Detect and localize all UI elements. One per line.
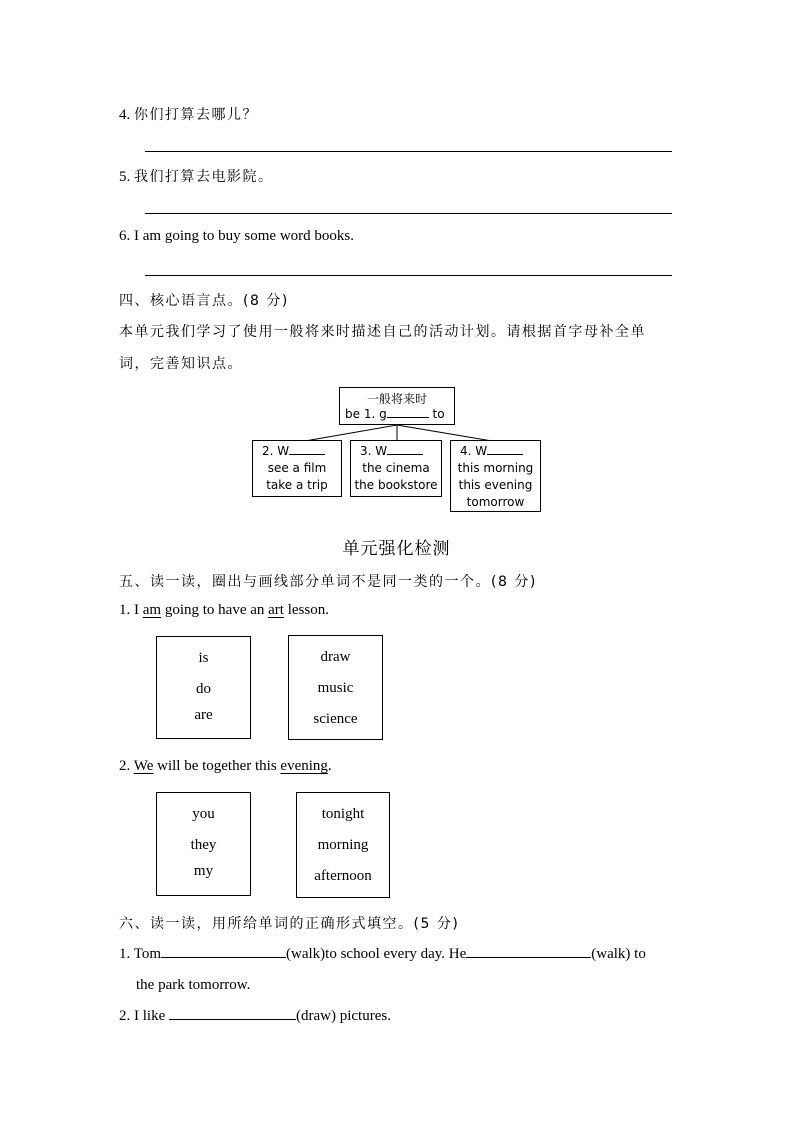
question-text: I am going to buy some word books. bbox=[134, 228, 354, 244]
diagram-root-box bbox=[339, 387, 455, 425]
diagram-child-box-4 bbox=[450, 440, 541, 512]
diagram-child-item: see a film bbox=[267, 461, 327, 475]
word-option[interactable]: do bbox=[196, 681, 211, 697]
word-box bbox=[156, 636, 251, 739]
word-box bbox=[296, 792, 390, 898]
section5-title: 五、读一读，圈出与画线部分单词不是同一类的一个。(8 分) bbox=[119, 574, 537, 590]
section5-question-2: 2. We will be together this evening. bbox=[119, 758, 332, 774]
underlined-word: evening bbox=[280, 758, 328, 774]
question-number: 5. bbox=[119, 169, 131, 185]
section6-question-1-cont: the park tomorrow. bbox=[136, 977, 251, 993]
word-option[interactable]: my bbox=[193, 863, 214, 879]
word-box bbox=[156, 792, 251, 896]
diagram-child-label: 3. W bbox=[351, 444, 441, 458]
diagram-child-item: tomorrow bbox=[466, 495, 525, 509]
section4-title: 四、核心语言点。(8 分) bbox=[119, 293, 289, 309]
underlined-word: We bbox=[133, 758, 154, 774]
section6-question-2: 2. I like (draw) pictures. bbox=[119, 1008, 391, 1024]
question-6 bbox=[119, 228, 354, 245]
word-box bbox=[288, 635, 383, 740]
fill-blank[interactable] bbox=[169, 1019, 296, 1020]
section4-instruction: 本单元我们学习了使用一般将来时描述自己的活动计划。请根据首字母补全单 bbox=[119, 324, 646, 340]
answer-line[interactable] bbox=[145, 151, 672, 152]
word-option[interactable]: tonight bbox=[321, 806, 365, 822]
word-option[interactable]: morning bbox=[317, 837, 369, 853]
underlined-word: am bbox=[142, 602, 162, 618]
question-4 bbox=[119, 104, 258, 124]
word-option[interactable]: draw bbox=[320, 649, 351, 665]
word-option[interactable]: is bbox=[198, 650, 209, 666]
diagram-child-label: 2. W bbox=[253, 444, 341, 458]
diagram-child-box-2 bbox=[252, 440, 342, 497]
section6-title: 六、读一读，用所给单词的正确形式填空。(5 分) bbox=[119, 916, 460, 932]
word-option[interactable]: are bbox=[194, 707, 213, 723]
question-number: 6. bbox=[119, 228, 131, 244]
section4-instruction-cont: 词，完善知识点。 bbox=[119, 356, 243, 372]
diagram-child-item: take a trip bbox=[266, 478, 328, 492]
diagram-child-box-3 bbox=[350, 440, 442, 497]
diagram-child-label: 4. W bbox=[451, 444, 540, 458]
diagram-child-item: the bookstore bbox=[354, 478, 438, 492]
blank-2[interactable] bbox=[289, 454, 325, 455]
question-text: 我们打算去电影院。 bbox=[134, 169, 274, 185]
blank-1[interactable] bbox=[387, 417, 429, 418]
word-option[interactable]: science bbox=[313, 711, 358, 727]
underlined-word: art bbox=[268, 602, 284, 618]
answer-line[interactable] bbox=[145, 275, 672, 276]
word-option[interactable]: music bbox=[317, 680, 354, 696]
word-option[interactable]: you bbox=[192, 806, 215, 822]
diagram-root-to: to bbox=[432, 407, 445, 421]
word-option[interactable]: afternoon bbox=[314, 868, 372, 884]
section-heading: 单元强化检测 bbox=[342, 539, 451, 559]
diagram-root-be: be 1. g bbox=[345, 407, 387, 421]
blank-3[interactable] bbox=[387, 454, 423, 455]
blank-4[interactable] bbox=[487, 454, 523, 455]
section5-question-1: 1. I am going to have an art lesson. bbox=[119, 602, 329, 618]
diagram-child-item: the cinema bbox=[362, 461, 430, 475]
diagram-child-item: this morning bbox=[457, 461, 534, 475]
question-5 bbox=[119, 166, 274, 186]
section6-question-1: 1. Tom (walk)to school every day. He (walk) to bbox=[119, 946, 646, 962]
question-number: 4. bbox=[119, 107, 131, 123]
diagram-root-title: 一般将来时 bbox=[366, 392, 427, 406]
diagram-child-item: this evening bbox=[458, 478, 533, 492]
fill-blank[interactable] bbox=[466, 957, 591, 958]
fill-blank[interactable] bbox=[161, 957, 286, 958]
question-text: 你们打算去哪儿？ bbox=[134, 107, 258, 123]
answer-line[interactable] bbox=[145, 213, 672, 214]
word-option[interactable]: they bbox=[190, 837, 217, 853]
diagram-root-line bbox=[340, 407, 454, 421]
